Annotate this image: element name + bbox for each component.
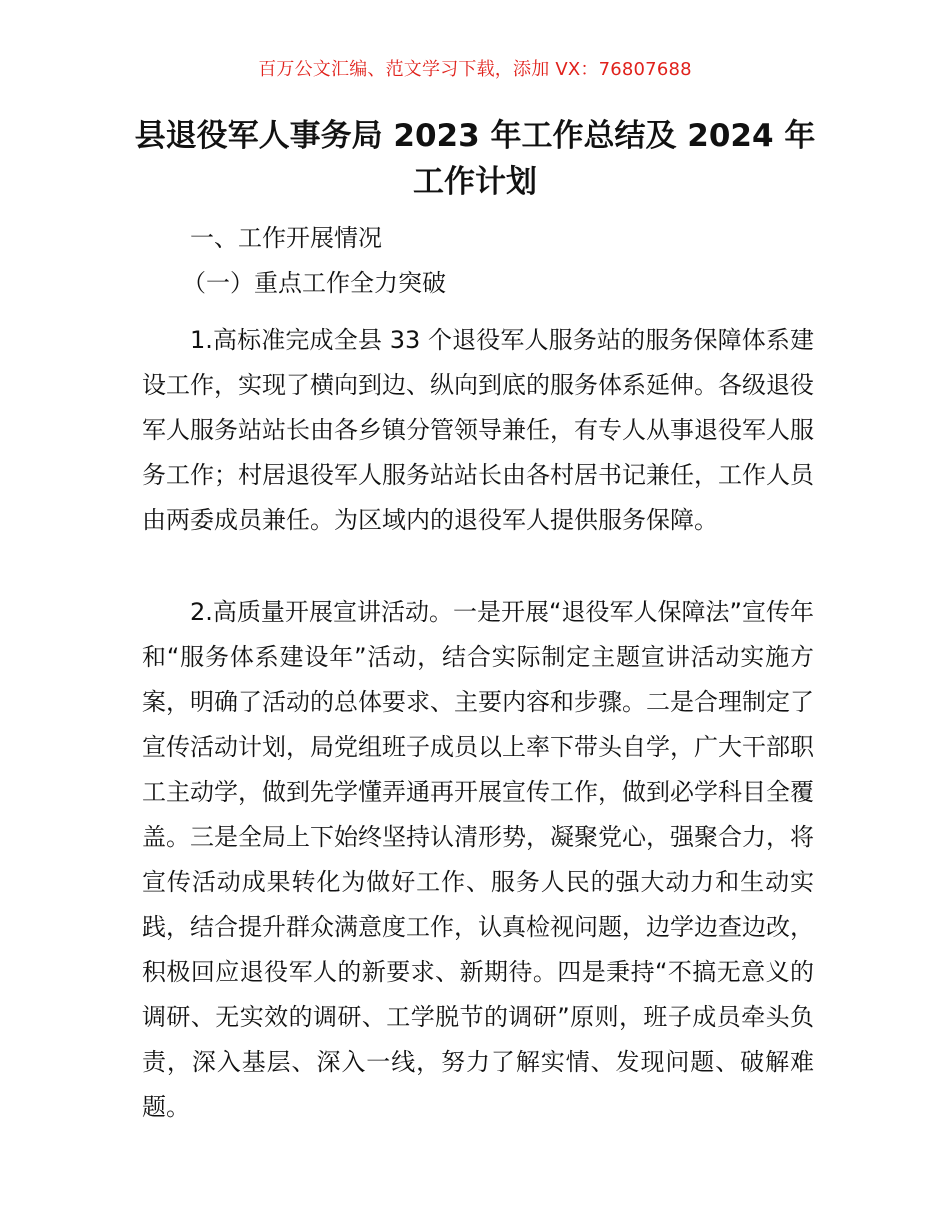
body-paragraph-2: 2.高质量开展宣讲活动。一是开展“退役军人保障法”宣传年和“服务体系建设年”活动，结合实际制定主题宣讲活动实施方案，明确了活动的总体要求、主要内容和步骤。二是合理制定了宣传活动计划，局党组班子成员以上率下带头自学，广大干部职工主动学，做到先学懂弄通再开展宣传工作，做到必学科目全覆盖。三是全局上下始终坚持认清形势，凝聚党心，强聚合力，将宣传活动成果转化为做好工作、服务人民的强大动力和生动实践，结合提升群众满意度工作，认真检视问题，边学边查边改，积极回应退役军人的新要求、新期待。四是秉持“不搞无意义的调研、无实效的调研、工学脱节的调研”原则，班子成员牵头负责，深入基层、深入一线，努力了解实情、发现问题、破解难题。 xyxy=(142,598,814,1121)
subsection-heading: （一）重点工作全力突破 xyxy=(182,269,446,297)
body-paragraph-1: 1.高标准完成全县 33 个退役军人服务站的服务保障体系建设工作，实现了横向到边、纵向到底的服务体系延伸。各级退役军人服务站站长由各乡镇分管领导兼任，有专人从事退役军人服务工作；村居退役军人服务站站长由各村居书记兼任，工作人员由两委成员兼任。为区域内的退役军人提供服务保障。 xyxy=(142,326,814,534)
header-watermark-note: 百万公文汇编、范文学习下载，添加 VX：76807688 xyxy=(258,59,692,80)
document-title: 县退役军人事务局 2023 年工作总结及 2024 年工作计划 xyxy=(134,118,816,200)
section-heading: 一、工作开展情况 xyxy=(190,224,382,252)
